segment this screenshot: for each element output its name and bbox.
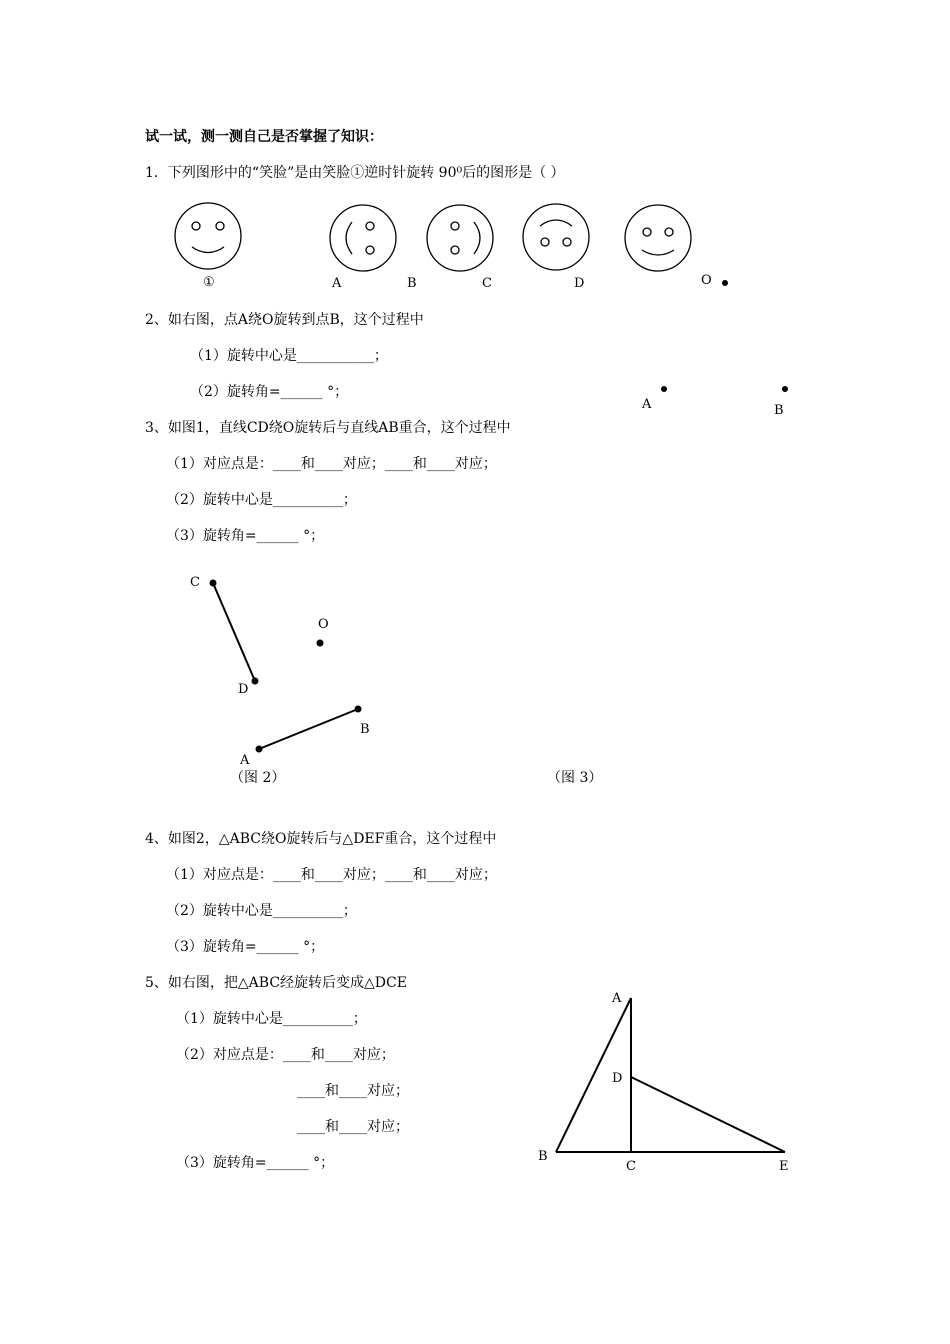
question-3-line-2: （2）旋转中心是__________；: [166, 492, 357, 508]
question-3-line-3: （3）旋转角=______ °；: [166, 528, 325, 544]
q5-label-c: C: [626, 1159, 636, 1174]
face-label-d: D: [574, 276, 585, 291]
smiley-face-b: [427, 205, 493, 271]
q3-label-a: A: [240, 753, 250, 768]
q2-point-a-dot: [661, 386, 667, 392]
question-4-line-1: （1）对应点是：____和____对应；____和____对应；: [166, 867, 497, 883]
q3-label-c: C: [190, 575, 200, 590]
q2-point-b-dot: [782, 386, 788, 392]
question-5-line-3: ____和____对应；: [297, 1083, 409, 1099]
face-label-b: B: [407, 276, 417, 291]
question-2-line-1: （1）旋转中心是___________；: [190, 348, 388, 364]
q5-label-e: E: [779, 1159, 789, 1174]
face-label-c: C: [482, 276, 492, 291]
smiley-face-c: [523, 204, 589, 270]
question-3-text: 3、如图1，直线CD绕O旋转后与直线AB重合，这个过程中: [145, 420, 511, 436]
question-5-line-4: ____和____对应；: [297, 1119, 409, 1135]
q3-figure: [210, 580, 362, 753]
question-5-line-1: （1）旋转中心是__________；: [176, 1011, 367, 1027]
question-2-line-2: （2）旋转角=______ °；: [190, 384, 349, 400]
q1-point-o-dot: [722, 280, 728, 286]
question-1-text: 1．下列图形中的“笑脸”是由笑脸①逆时针旋转 90⁰后的图形是（ ）: [145, 165, 565, 181]
question-2-text: 2、如右图，点A绕O旋转到点B，这个过程中: [145, 312, 424, 328]
question-3-line-1: （1）对应点是：____和____对应；____和____对应；: [166, 456, 497, 472]
figure-caption-left: （图 2）: [230, 770, 286, 786]
smiley-face-original: [175, 203, 241, 269]
q5-label-a: A: [612, 991, 622, 1006]
question-5-line-2: （2）对应点是：____和____对应；: [176, 1047, 395, 1063]
smiley-face-a: [330, 205, 396, 271]
q5-triangle-figure: [556, 998, 785, 1152]
question-4-text: 4、如图2，△ABC绕O旋转后与△DEF重合，这个过程中: [145, 831, 497, 847]
q2-point-b-label: B: [774, 403, 784, 418]
q5-label-d: D: [612, 1071, 623, 1086]
q3-label-d: D: [238, 682, 249, 697]
q5-label-b: B: [538, 1149, 548, 1164]
question-5-text: 5、如右图，把△ABC经旋转后变成△DCE: [145, 975, 407, 991]
q3-label-b: B: [360, 722, 370, 737]
face-label-a: A: [332, 276, 342, 291]
q1-point-o-label: O: [701, 273, 712, 288]
figure-caption-right: （图 3）: [547, 770, 603, 786]
worksheet-heading: 试一试，测一测自己是否掌握了知识：: [145, 129, 383, 145]
question-5-line-5: （3）旋转角=______ °；: [176, 1155, 335, 1171]
question-4-line-3: （3）旋转角=______ °；: [166, 939, 325, 955]
face-label-original: ①: [203, 275, 215, 290]
q2-point-a-label: A: [642, 397, 652, 412]
smiley-face-d: [625, 205, 691, 271]
q3-label-o: O: [318, 617, 329, 632]
question-4-line-2: （2）旋转中心是__________；: [166, 903, 357, 919]
